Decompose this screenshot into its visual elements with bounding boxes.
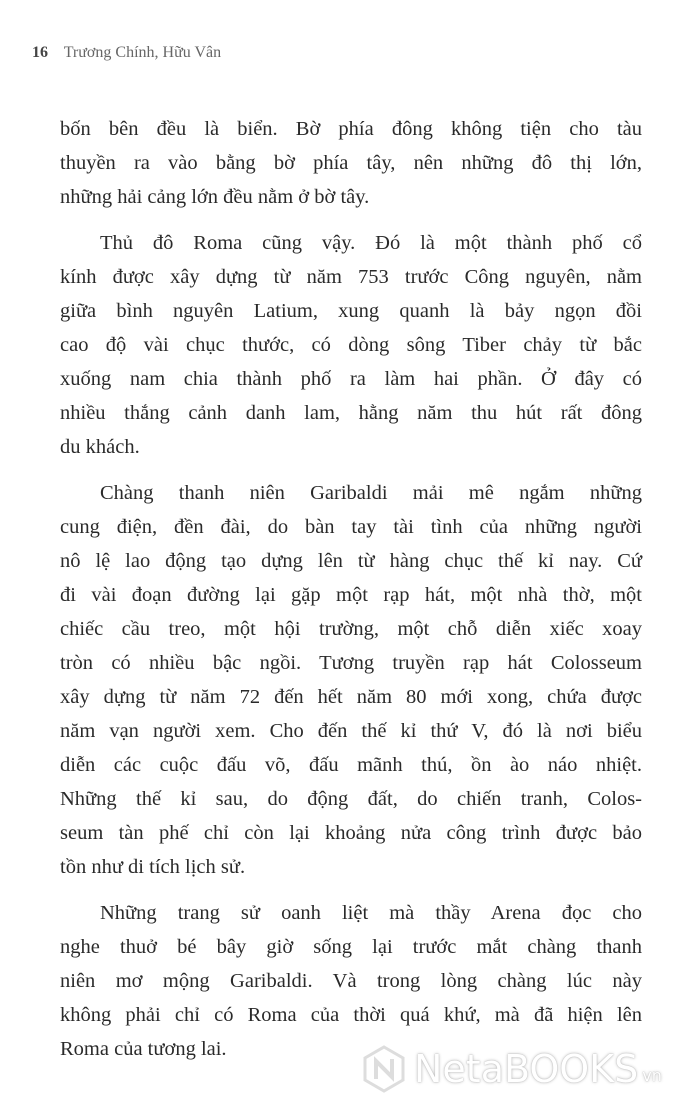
text-line: bốn bên đều là biển. Bờ phía đông không tiện cho tàu bbox=[60, 118, 642, 140]
paragraph bbox=[60, 896, 642, 1066]
paragraph bbox=[60, 226, 642, 464]
text-line: cao độ vài chục thước, có dòng sông Tiber chảy từ bắc bbox=[60, 334, 642, 356]
watermark bbox=[362, 1045, 662, 1093]
page-body bbox=[60, 112, 642, 1078]
text-line: đi vài đoạn đường lại gặp một rạp hát, một nhà thờ, một bbox=[60, 584, 642, 606]
header-authors: Trương Chính, Hữu Vân bbox=[63, 44, 222, 61]
text-line: niên mơ mộng Garibaldi. Và trong lòng chàng lúc này bbox=[60, 970, 642, 992]
text-line: giữa bình nguyên Latium, xung quanh là bảy ngọn đồi bbox=[60, 300, 642, 322]
text-line: diễn các cuộc đấu võ, đấu mãnh thú, ồn ào náo nhiệt. bbox=[60, 754, 642, 776]
text-line: những hải cảng lớn đều nằm ở bờ tây. bbox=[60, 186, 370, 208]
text-line: nhiều thắng cảnh danh lam, hằng năm thu hút rất đông bbox=[60, 402, 642, 424]
paragraph bbox=[60, 112, 642, 214]
text-line: Những thế kỉ sau, do động đất, do chiến tranh, Colos- bbox=[60, 788, 642, 810]
text-line: xuống nam chia thành phố ra làm hai phần. Ở đây có bbox=[60, 368, 642, 390]
text-line: Thủ đô Roma cũng vậy. Đó là một thành phố cổ bbox=[100, 232, 642, 254]
text-line: tồn như di tích lịch sử. bbox=[60, 856, 246, 878]
netabooks-logo-icon bbox=[362, 1045, 406, 1093]
text-line: chiếc cầu treo, một hội trường, một chỗ diễn xiếc xoay bbox=[60, 618, 642, 640]
text-line: du khách. bbox=[60, 436, 140, 458]
text-line: tròn có nhiều bậc ngồi. Tương truyền rạp hát Colosseum bbox=[60, 652, 642, 674]
text-line: seum tàn phế chỉ còn lại khoảng nửa công trình được bảo bbox=[60, 822, 642, 844]
text-line: không phải chỉ có Roma của thời quá khứ, mà đã hiện lên bbox=[60, 1004, 642, 1026]
text-line: thuyền ra vào bằng bờ phía tây, nên những đô thị lớn, bbox=[60, 152, 642, 174]
text-line: Roma của tương lai. bbox=[60, 1038, 227, 1060]
page-number: 16 bbox=[32, 44, 48, 61]
paragraph bbox=[60, 476, 642, 884]
text-line: năm vạn người xem. Cho đến thế kỉ thứ V, đó là nơi biểu bbox=[60, 720, 642, 742]
running-header bbox=[32, 44, 221, 62]
text-line: Chàng thanh niên Garibaldi mải mê ngắm những bbox=[100, 482, 642, 504]
text-line: cung điện, đền đài, do bàn tay tài tình của những người bbox=[60, 516, 642, 538]
text-line: nghe thuở bé bây giờ sống lại trước mắt chàng thanh bbox=[60, 936, 642, 958]
text-line: Những trang sử oanh liệt mà thầy Arena đọc cho bbox=[100, 902, 642, 924]
watermark-suffix: vn bbox=[642, 1066, 662, 1085]
text-line: xây dựng từ năm 72 đến hết năm 80 mới xong, chứa được bbox=[60, 686, 642, 708]
watermark-brand: NetaBOOKS bbox=[414, 1047, 639, 1091]
text-line: nô lệ lao động tạo dựng lên từ hàng chục thế kỉ nay. Cứ bbox=[60, 550, 642, 572]
text-line: kính được xây dựng từ năm 753 trước Công nguyên, nằm bbox=[60, 266, 642, 288]
